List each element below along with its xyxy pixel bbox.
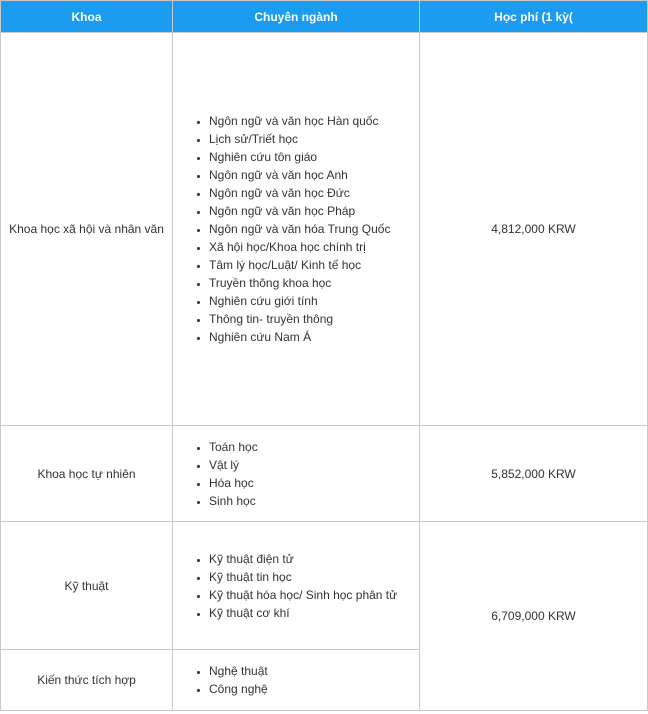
major-cell <box>173 650 420 711</box>
major-item: • Kỹ thuật điện tử <box>209 550 419 568</box>
table-row <box>1 426 648 522</box>
major-item: • Kỹ thuật tin học <box>209 568 419 586</box>
header-major: Chuyên ngành <box>173 1 420 33</box>
major-item: • Nghiên cứu giới tính <box>209 292 419 310</box>
major-list <box>173 112 419 346</box>
major-item: • Xã hội học/Khoa học chính trị <box>209 238 419 256</box>
major-item: • Nghệ thuật <box>209 662 419 680</box>
major-item: • Ngôn ngữ và văn hóa Trung Quốc <box>209 220 419 238</box>
major-list <box>173 662 419 698</box>
major-item: • Kỹ thuật hóa học/ Sinh học phân tử <box>209 586 419 604</box>
major-item: • Vật lý <box>209 456 419 474</box>
major-item: • Lịch sử/Triết học <box>209 130 419 148</box>
header-row <box>1 1 648 33</box>
major-item: • Ngôn ngữ và văn học Hàn quốc <box>209 112 419 130</box>
fee-cell: 6,709,000 KRW <box>420 522 648 711</box>
fee-cell: 5,852,000 KRW <box>420 426 648 522</box>
major-cell <box>173 522 420 650</box>
major-item: • Sinh học <box>209 492 419 510</box>
faculty-cell: Kỹ thuật <box>1 522 173 650</box>
major-item: • Hóa học <box>209 474 419 492</box>
header-fee: Học phí (1 kỳ( <box>420 1 648 33</box>
table-row <box>1 522 648 650</box>
major-item: • Kỹ thuật cơ khí <box>209 604 419 622</box>
major-item: • Toán học <box>209 438 419 456</box>
major-item: • Truyền thông khoa học <box>209 274 419 292</box>
fee-cell: 4,812,000 KRW <box>420 33 648 426</box>
faculty-cell: Khoa học xã hội và nhân văn <box>1 33 173 426</box>
table-row <box>1 33 648 426</box>
major-item: • Nghiên cứu Nam Á <box>209 328 419 346</box>
major-item: • Tâm lý học/Luật/ Kinh tế học <box>209 256 419 274</box>
major-item: • Ngôn ngữ và văn học Pháp <box>209 202 419 220</box>
major-list <box>173 550 419 622</box>
major-list <box>173 438 419 510</box>
faculty-cell: Kiến thức tích hợp <box>1 650 173 711</box>
major-cell <box>173 33 420 426</box>
major-item: • Thông tin- truyền thông <box>209 310 419 328</box>
major-cell <box>173 426 420 522</box>
major-item: • Nghiên cứu tôn giáo <box>209 148 419 166</box>
header-faculty: Khoa <box>1 1 173 33</box>
major-item: • Công nghệ <box>209 680 419 698</box>
major-item: • Ngôn ngữ và văn học Anh <box>209 166 419 184</box>
major-item: • Ngôn ngữ và văn học Đức <box>209 184 419 202</box>
faculty-cell: Khoa học tự nhiên <box>1 426 173 522</box>
